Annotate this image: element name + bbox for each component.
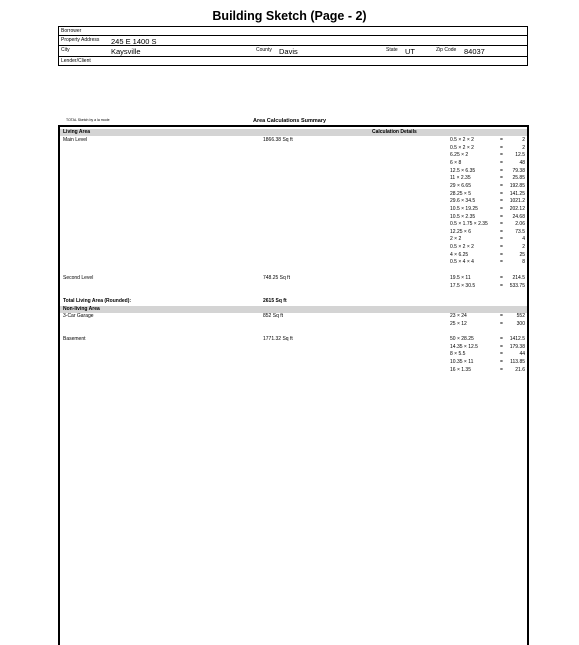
calc-equals: = [500,320,503,327]
calc-result: 113.85 [510,358,525,365]
calc-details-heading: Calculation Details [372,129,417,135]
calc-equals: = [500,137,503,143]
calc-result: 48 [519,159,525,166]
summary-title: Area Calculations Summary [252,118,327,124]
address-row [59,36,527,46]
garage-label: 3-Car Garage [63,313,94,319]
calc-row [450,168,525,176]
calc-equals: = [500,205,503,212]
calc-row [450,206,525,214]
non-living-heading: Non-living Area [63,306,100,312]
calc-equals: = [500,159,503,166]
calc-expression: 0.5 × 4 × 4 [450,259,474,266]
calc-result: 44 [519,351,525,358]
calc-expression: 23 × 24 [450,313,467,319]
calc-equals: = [500,213,503,220]
calc-expression: 6 × 8 [450,159,462,166]
calc-result: 2 [522,144,525,151]
living-area-band [60,129,527,136]
calc-equals: = [500,167,503,174]
calc-result: 12.5 [515,152,525,159]
calc-row [450,321,525,329]
calc-row [450,160,525,168]
calc-row [450,191,525,199]
calc-equals: = [500,236,503,243]
calc-expression: 12.25 × 6 [450,228,471,235]
calc-result: 8 [522,259,525,266]
calc-equals: = [500,251,503,258]
calc-equals: = [500,358,503,365]
calc-equals: = [500,228,503,235]
main-level-area: 1866.38 Sq ft [263,137,293,143]
calc-expression: 10.5 × 19.25 [450,205,478,212]
second-level-label: Second Level [63,275,94,281]
calc-result: 202.12 [509,205,525,212]
calc-expression: 29 × 6.65 [450,182,471,189]
zip-value: 84037 [464,47,485,56]
calc-row [450,229,525,237]
calc-result: 533.75 [509,282,525,289]
calc-result: 2.06 [515,221,525,228]
calc-row [450,183,525,191]
calc-equals: = [500,152,503,159]
calc-expression: 17.5 × 30.5 [450,282,476,289]
calc-equals: = [500,182,503,189]
calc-row [450,137,525,145]
calc-expression: 10.35 × 11 [450,358,474,365]
state-label: State [386,47,398,53]
total-living-label: Total Living Area (Rounded): [63,298,132,304]
calc-expression: 12.5 × 6.35 [450,167,476,174]
calc-result: 1021.2 [509,198,525,205]
zip-label: Zip Code [436,47,457,53]
address-label: Property Address [61,37,100,43]
calc-equals: = [500,366,503,373]
calc-expression: 28.25 × 5 [450,190,471,197]
calc-row [450,344,525,352]
calc-expression: 16 × 1.35 [450,366,471,373]
calc-equals: = [500,313,503,319]
calc-equals: = [500,190,503,197]
address-value: 245 E 1400 S [111,37,157,46]
calc-equals: = [500,259,503,266]
calc-row [450,359,525,367]
calc-row [450,221,525,229]
calc-equals: = [500,343,503,350]
basement-area: 1771.32 Sq ft [263,336,293,342]
borrower-row [59,27,527,36]
calc-equals: = [500,336,503,342]
county-value: Davis [279,47,298,56]
calc-expression: 0.5 × 2 × 2 [450,137,474,143]
calc-expression: 0.5 × 2 × 2 [450,144,474,151]
calc-result: 1412.5 [509,336,525,342]
calc-equals: = [500,198,503,205]
calc-row [450,367,525,375]
property-header [58,26,528,66]
calc-expression: 29.6 × 34.5 [450,198,476,205]
calc-row [450,275,525,283]
state-value: UT [405,47,415,56]
calc-result: 179.38 [509,343,525,350]
calc-equals: = [500,351,503,358]
calc-result: 4 [522,236,525,243]
second-level-area: 748.25 Sq ft [263,275,290,281]
living-area-heading: Living Area [63,129,91,135]
borrower-label: Borrower [61,28,82,34]
calc-equals: = [500,282,503,289]
garage-area: 852 Sq ft [263,313,284,319]
calc-equals: = [500,144,503,151]
calc-result: 2 [522,137,525,143]
calc-row [450,236,525,244]
page-title: Building Sketch (Page - 2) [212,9,367,23]
calc-expression: 8 × 5.5 [450,351,466,358]
calc-result: 73.5 [515,228,525,235]
calc-expression: 50 × 28.25 [450,336,474,342]
calc-result: 24.68 [512,213,525,220]
calc-row [450,313,525,321]
calc-result: 214.5 [512,275,525,281]
calc-expression: 19.5 × 11 [450,275,471,281]
city-label: City [61,47,70,53]
calc-row [450,175,525,183]
calc-expression: 6.25 × 2 [450,152,469,159]
calc-expression: 0.5 × 1.75 × 2.35 [450,221,488,228]
calc-row [450,145,525,153]
county-label: County [256,47,272,53]
calc-result: 79.38 [512,167,525,174]
calc-row [450,336,525,344]
sketch-by-note: TOTAL Sketch by a la mode [66,118,110,122]
calc-row [450,259,525,267]
city-value: Kaysville [111,47,141,56]
calc-expression: 4 × 6.25 [450,251,469,258]
calc-equals: = [500,244,503,251]
calc-row [450,252,525,260]
calc-expression: 2 × 2 [450,236,462,243]
calc-result: 2 [522,244,525,251]
calc-expression: 25 × 12 [450,320,467,327]
calc-result: 141.25 [509,190,525,197]
calc-row [450,198,525,206]
total-living-area: 2615 Sq ft [263,298,287,304]
calc-result: 21.6 [515,366,525,373]
calc-equals: = [500,175,503,182]
calc-result: 25.85 [512,175,525,182]
basement-label: Basement [63,336,86,342]
calc-result: 300 [516,320,525,327]
calc-row [450,351,525,359]
calc-result: 192.85 [509,182,525,189]
calc-row [450,283,525,291]
calc-row [450,214,525,222]
calc-result: 552 [516,313,525,319]
calc-equals: = [500,221,503,228]
non-living-band [60,306,527,313]
calc-result: 25 [519,251,525,258]
lender-label: Lender/Client [61,58,91,64]
lender-row [59,57,527,66]
city-row [59,46,527,57]
area-summary-table [58,125,529,645]
calc-expression: 14.35 × 12.5 [450,343,478,350]
calc-expression: 11 × 2.35 [450,175,471,182]
main-level-label: Main Level [63,137,88,143]
calc-expression: 0.5 × 2 × 2 [450,244,474,251]
calc-equals: = [500,275,503,281]
calc-row [450,244,525,252]
calc-expression: 10.5 × 2.35 [450,213,476,220]
calc-row [450,152,525,160]
